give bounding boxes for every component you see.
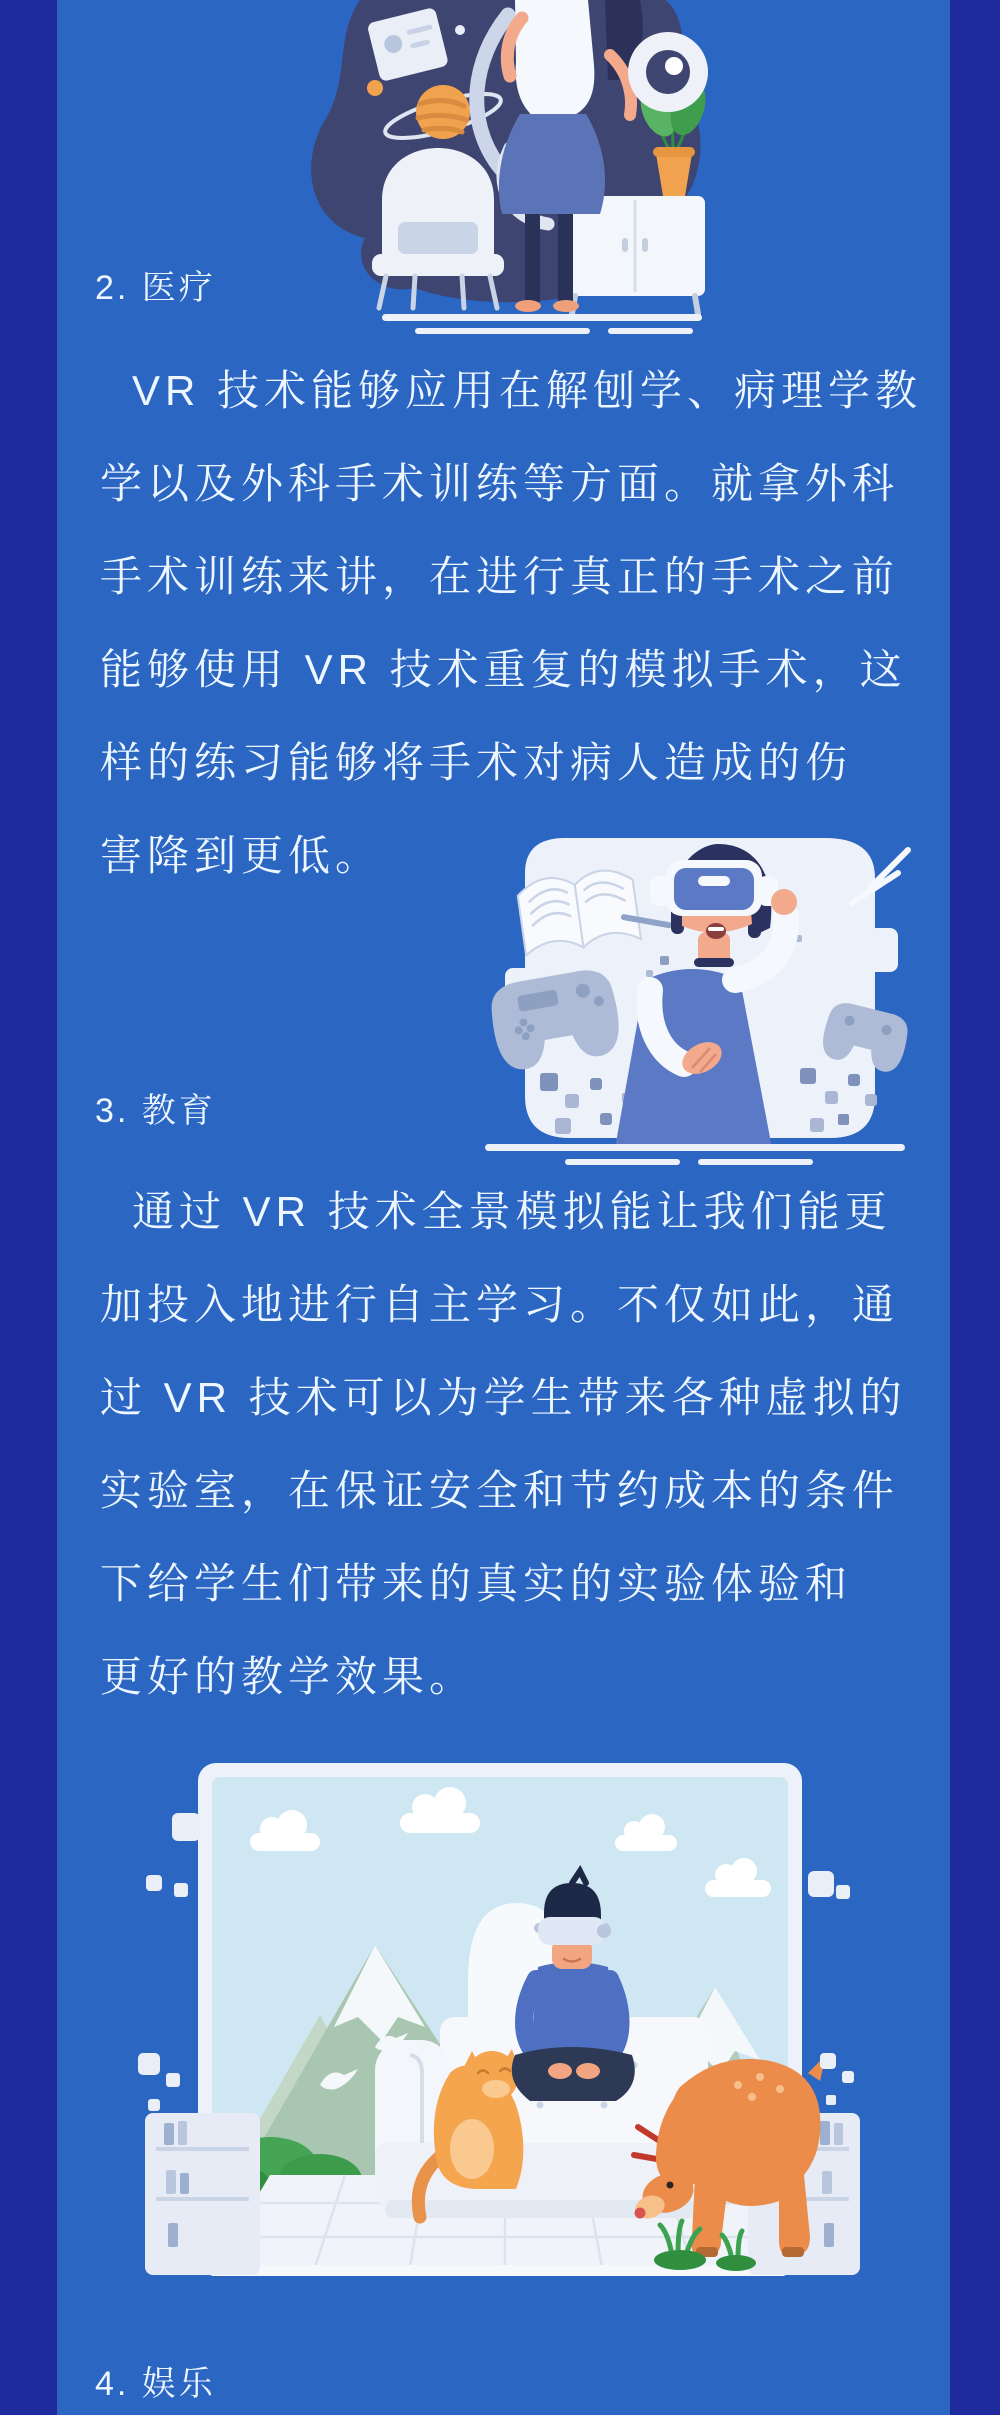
- paragraph-medical: [100, 341, 930, 899]
- text-line: 通过 VR 技术全景模拟能让我们能更: [132, 1187, 892, 1235]
- section-heading-medical: 2. 医疗: [95, 269, 216, 307]
- text-line: 下给学生们带来的真实的实验体验和: [100, 1559, 853, 1607]
- vr-nature-livingroom-illustration: [120, 1755, 880, 2290]
- bookshelf-left: [145, 2113, 260, 2275]
- paragraph-education: [100, 1162, 930, 1720]
- vr-headset-learner-illustration: [470, 828, 915, 1168]
- text-line: 实验室，在保证安全和节约成本的条件: [100, 1466, 900, 1514]
- vr-headset-icon: [650, 860, 778, 916]
- right-border-stripe: [950, 0, 1000, 2415]
- text-line: 能够使用 VR 技术重复的模拟手术，这: [100, 645, 907, 693]
- text-line: 加投入地进行自主学习。不仅如此，通: [100, 1280, 900, 1328]
- text-line: 害降到更低。: [100, 831, 383, 879]
- vr-couple-space-illustration: [210, 0, 710, 340]
- section-heading-education: 3. 教育: [95, 1092, 216, 1130]
- text-line: 学以及外科手术训练等方面。就拿外科: [100, 459, 900, 507]
- text-line: 样的练习能够将手术对病人造成的伤: [100, 738, 853, 786]
- text-line: 更好的教学效果。: [100, 1652, 477, 1700]
- text-line: 过 VR 技术可以为学生带来各种虚拟的: [100, 1373, 907, 1421]
- text-line: 手术训练来讲，在进行真正的手术之前: [100, 552, 900, 600]
- text-line: VR 技术能够应用在解刨学、病理学教: [132, 366, 923, 414]
- section-heading-entertainment: 4. 娱乐: [95, 2365, 216, 2403]
- left-border-stripe: [0, 0, 57, 2415]
